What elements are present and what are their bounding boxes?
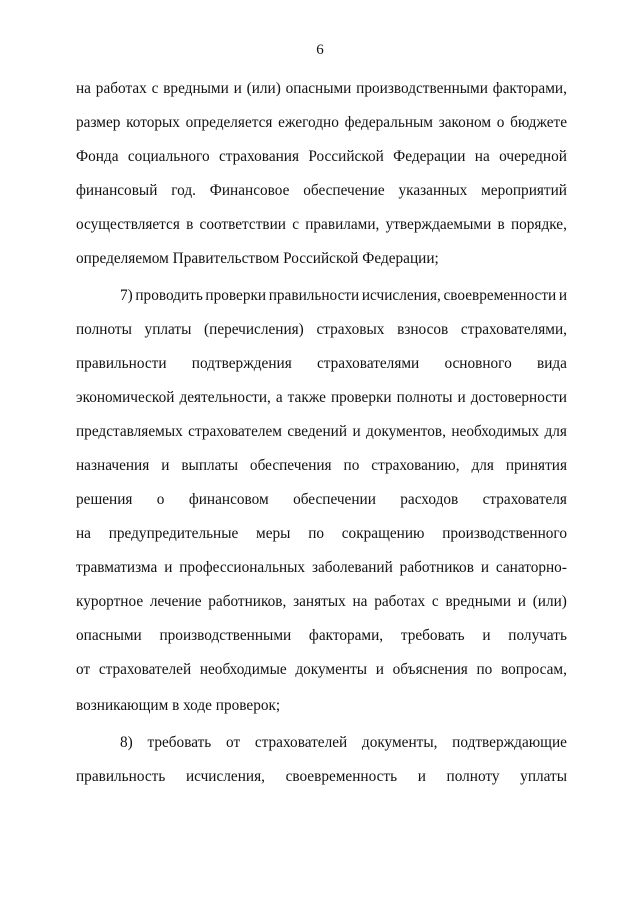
text-line: размер которых определяется ежегодно федеральным законом о бюджете [76,114,567,131]
text-line: травматизма и профессиональных заболеваний работников и санаторно- [76,559,567,576]
text-line: на предупредительные меры по сокращению производственного [76,525,567,542]
text-line: правильность исчисления, своевременность и полноту уплаты [76,768,567,785]
paragraph-first-line: 8) требовать от страхователей документы, подтверждающие [120,734,567,751]
text-line: решения о финансовом обеспечении расходов страхователя [76,491,567,508]
text-line: на работах с вредными и (или) опасными производственными факторами, [76,80,567,97]
text-line: назначения и выплаты обеспечения по страхованию, для принятия [76,457,567,474]
page-number: 6 [316,42,324,58]
text-line: экономической деятельности, а также проверки полноты и достоверности [76,389,567,406]
text-line: курортное лечение работников, занятых на работах с вредными и (или) [76,593,567,610]
text-line: опасными производственными факторами, требовать и получать [76,627,567,644]
text-line: финансовый год. Финансовое обеспечение указанных мероприятий [76,182,567,199]
paragraph-first-line: 7) проводить проверки правильности исчисления, своевременности и [120,287,567,304]
text-line: представляемых страхователем сведений и документов, необходимых для [76,423,567,440]
text-line: осуществляется в соответствии с правилами, утверждаемыми в порядке, [76,216,567,233]
text-line: Фонда социального страхования Российской Федерации на очередной [76,148,567,165]
text-line: возникающим в ходе проверок; [76,697,281,714]
text-line: полноты уплаты (перечисления) страховых взносов страхователями, [76,321,567,338]
text-line: правильности подтверждения страхователями основного вида [76,355,567,372]
text-line: от страхователей необходимые документы и объяснения по вопросам, [76,661,567,678]
text-line: определяемом Правительством Российской Федерации; [76,250,439,267]
